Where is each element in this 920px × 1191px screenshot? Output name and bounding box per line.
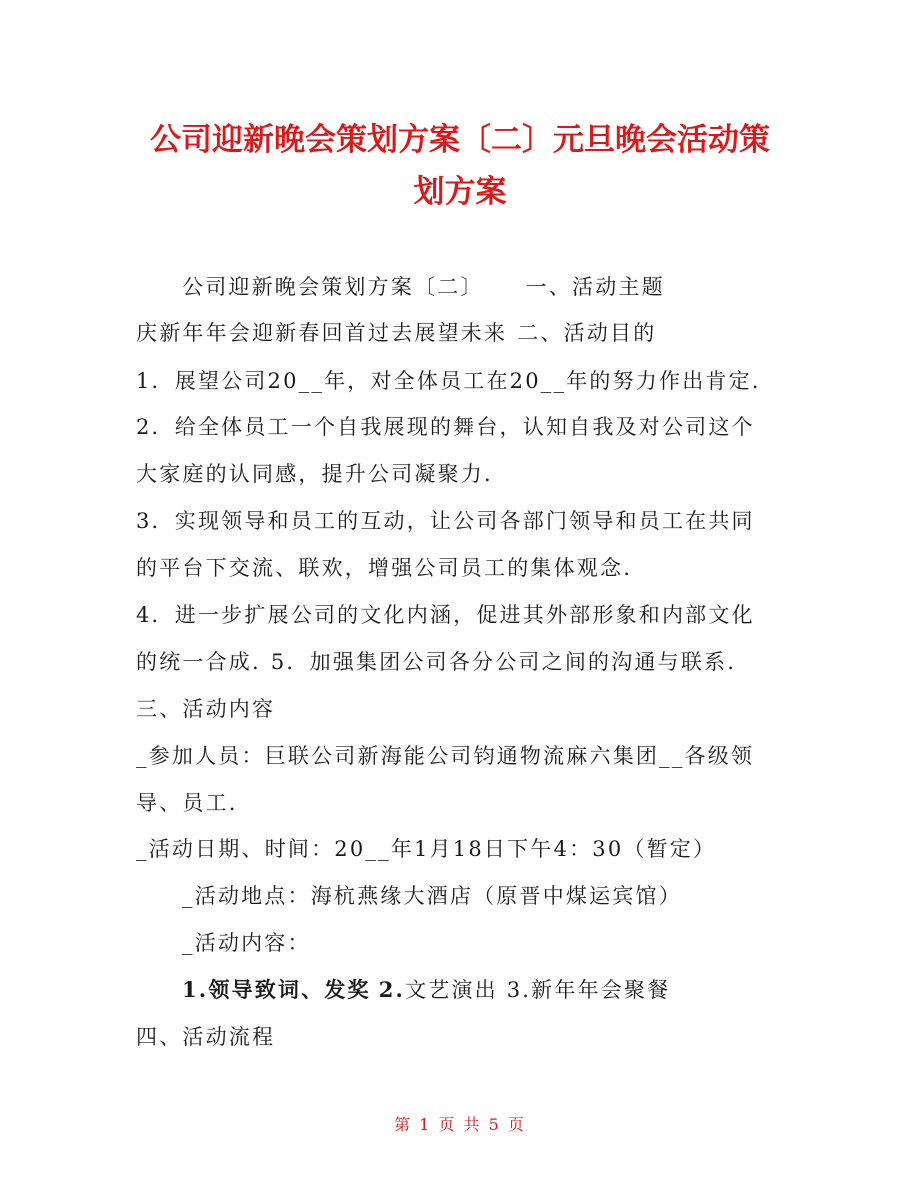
- paragraph-line: [136, 506, 755, 536]
- section-heading-process: 四、活动流程: [136, 1025, 276, 1049]
- purpose-item-4-cont: 的统一合成.: [136, 650, 261, 674]
- program-item-1: 1.领导致词、发奖: [182, 977, 371, 1002]
- purpose-item-4: 4．进一步扩展公司的文化内涵，促进其外部形象和内部文化: [136, 603, 755, 627]
- paragraph-line: [136, 647, 736, 677]
- paragraph-line: [182, 975, 670, 1005]
- purpose-item-1: 1．展望公司20__年，对全体员工在20__年的努力作出肯定.: [136, 369, 761, 393]
- paragraph-line: [182, 272, 665, 302]
- purpose-item-2: 2．给全体员工一个自我展现的舞台，认知自我及对公司这个: [136, 415, 755, 439]
- paragraph-line: [136, 1022, 275, 1052]
- paragraph-line: [136, 694, 275, 724]
- event-location: _活动地点：海杭燕缘大酒店（原晋中煤运宾馆）: [182, 884, 682, 908]
- paragraph-line: [136, 788, 238, 818]
- event-date-time: _活动日期、时间：20__年1月18日下午4：30（暂定）: [136, 837, 717, 861]
- document-title-line-2: 划方案: [413, 174, 507, 210]
- event-content-label: _活动内容：: [182, 931, 311, 955]
- section-heading-purpose: 二、活动目的: [517, 321, 657, 345]
- purpose-item-3-cont: 的平台下交流、联欢，增强公司员工的集体观念.: [136, 556, 633, 580]
- participants-cont: 导、员工.: [136, 791, 238, 815]
- paragraph-line: [136, 459, 493, 489]
- paragraph-line: [136, 553, 632, 583]
- paragraph-line: [136, 412, 755, 442]
- paragraph-line: [136, 834, 716, 864]
- paragraph-line: [136, 318, 656, 348]
- paragraph-line: [182, 928, 311, 958]
- plan-subtitle: 公司迎新晚会策划方案〔二〕: [182, 275, 484, 299]
- paragraph-line: [182, 881, 682, 911]
- paragraph-line: [136, 741, 754, 771]
- participants: _参加人员：巨联公司新海能公司钧通物流麻六集团__各级领: [136, 744, 755, 768]
- document-title-line-1: 公司迎新晚会策划方案〔二〕元旦晚会活动策: [150, 122, 770, 158]
- paragraph-line: [136, 600, 755, 630]
- purpose-item-2-cont: 大家庭的认同感，提升公司凝聚力.: [136, 462, 493, 486]
- section-heading-content: 三、活动内容: [136, 697, 276, 721]
- theme-text: 庆新年年会迎新春回首过去展望未来: [136, 321, 508, 345]
- purpose-item-3: 3．实现领导和员工的互动，让公司各部门领导和员工在共同: [136, 509, 755, 533]
- page-number-footer: 第 1 页 共 5 页: [394, 1115, 526, 1134]
- section-heading-theme: 一、活动主题: [525, 275, 665, 299]
- program-items-2-3: 文艺演出 3.新年年会聚餐: [405, 978, 671, 1002]
- purpose-item-5: 5．加强集团公司各分公司之间的沟通与联系.: [270, 650, 737, 674]
- paragraph-line: [136, 366, 761, 396]
- program-item-2-number: 2.: [378, 977, 406, 1002]
